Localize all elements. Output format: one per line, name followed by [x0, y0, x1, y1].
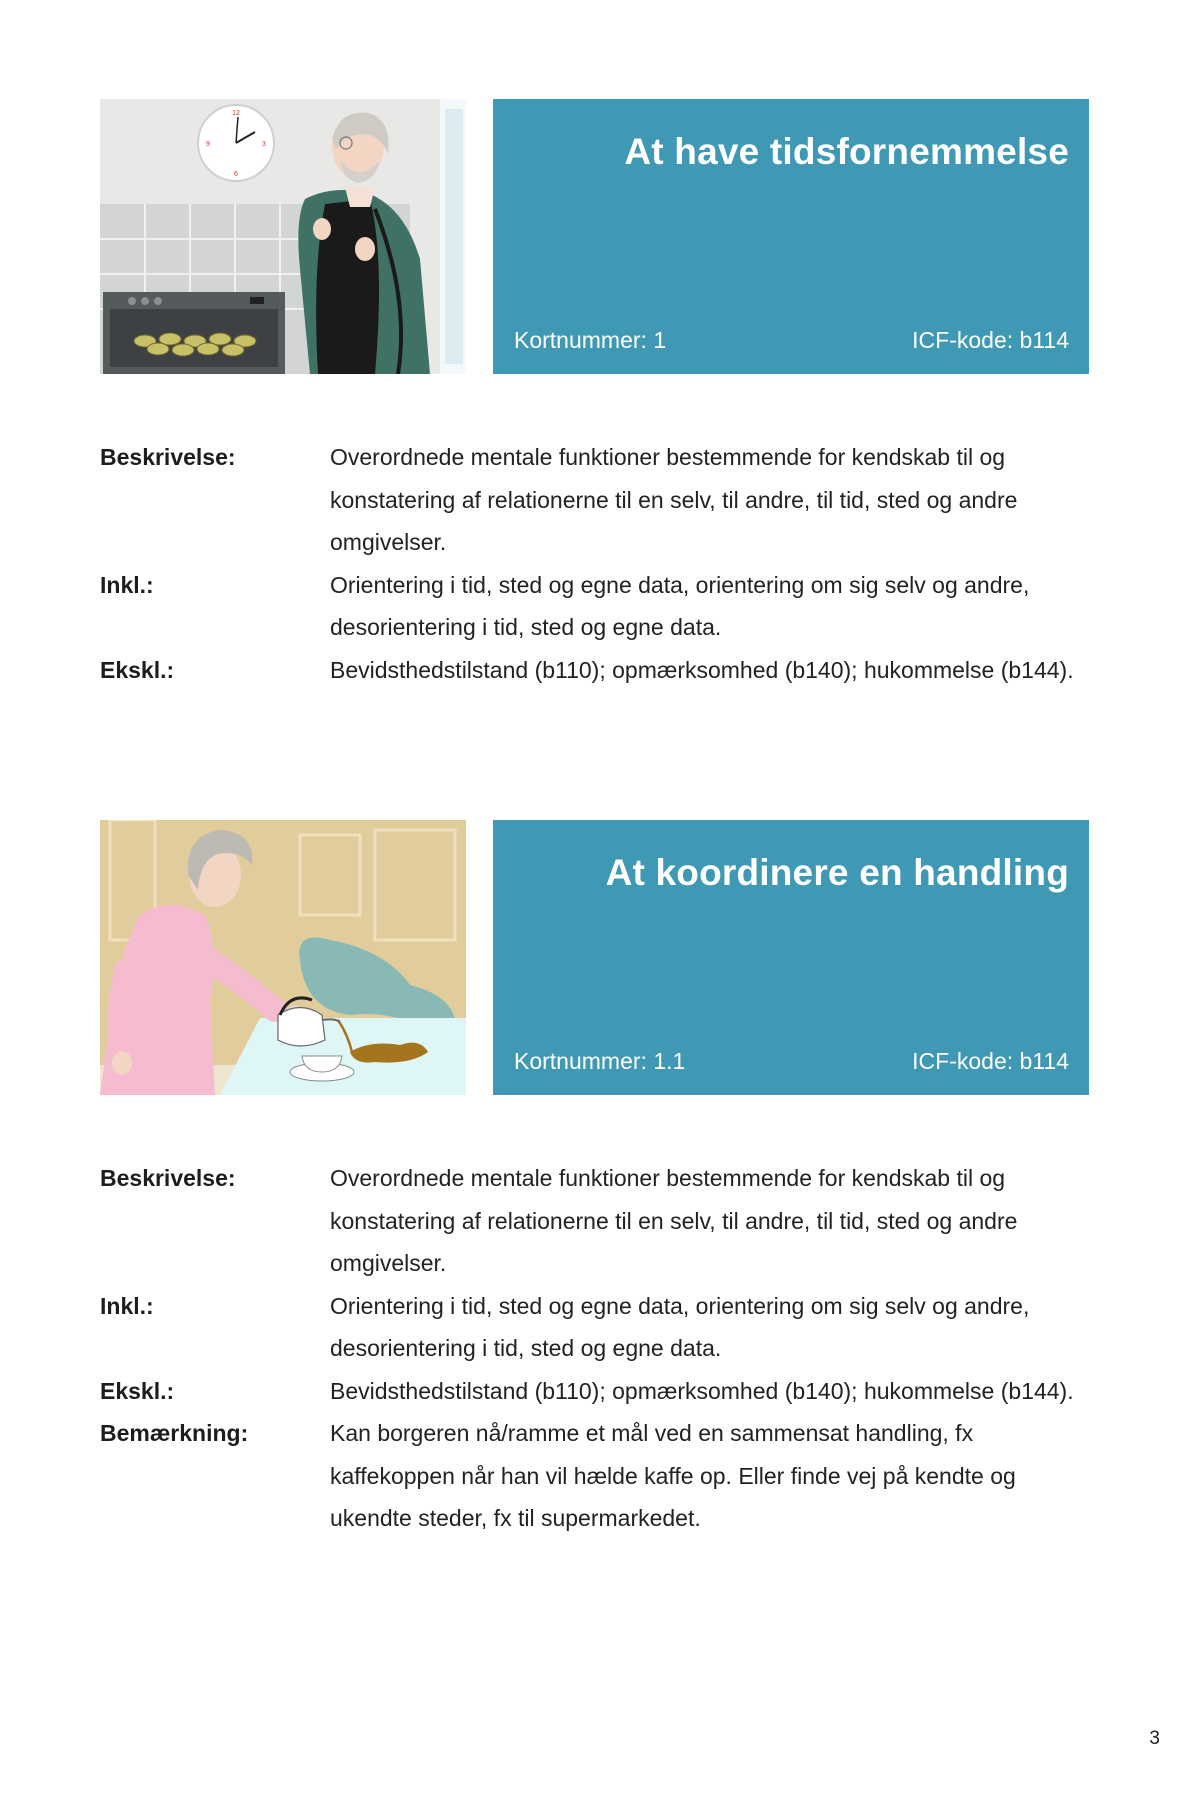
detail-value: Orientering i tid, sted og egne data, orientering om sig selv og andre, desorientering i tid, sted og egne data. — [330, 1292, 1030, 1361]
card-title: At have tidsfornemmelse — [624, 131, 1069, 172]
detail-label: Inkl.: — [100, 571, 154, 598]
detail-row — [100, 1157, 1089, 1285]
card-header — [100, 99, 1089, 374]
detail-row — [100, 1370, 1089, 1413]
detail-row — [100, 649, 1089, 692]
card-2 — [100, 820, 1089, 1540]
detail-value: Overordnede mentale funktioner bestemmende for kendskab til og konstatering af relationerne til en selv, til andre, til tid, sted og andre omgivelser. — [330, 1165, 1018, 1276]
card-number: Kortnummer: 1.1 — [514, 1048, 686, 1074]
detail-label: Beskrivelse: — [100, 444, 236, 470]
detail-label: Beskrivelse: — [100, 1165, 236, 1191]
card-header — [100, 820, 1089, 1095]
card-title-box — [493, 820, 1089, 1095]
svg-text:12: 12 — [232, 110, 240, 117]
svg-text:6: 6 — [234, 171, 238, 178]
detail-value: Orientering i tid, sted og egne data, orientering om sig selv og andre, desorientering i tid, sted og egne data. — [330, 571, 1030, 640]
detail-value: Bevidsthedstilstand (b110); opmærksomhed (b140); hukommelse (b144). — [330, 656, 1074, 683]
woman-spilling-coffee-illustration — [100, 820, 466, 1095]
detail-label: Inkl.: — [100, 1292, 154, 1319]
card-title-box — [493, 99, 1089, 374]
detail-label: Bemærkning: — [100, 1420, 249, 1446]
card-meta — [514, 327, 1069, 354]
icf-code: ICF-kode: b114 — [912, 1048, 1069, 1074]
man-in-kitchen-illustration — [100, 99, 466, 374]
detail-value: Overordnede mentale funktioner bestemmende for kendskab til og konstatering af relationerne til en selv, til andre, til tid, sted og andre omgivelser. — [330, 444, 1018, 555]
svg-text:9: 9 — [206, 141, 210, 148]
detail-row — [100, 1412, 1089, 1540]
detail-label: Ekskl.: — [100, 656, 175, 683]
svg-text:3: 3 — [262, 141, 266, 148]
card-meta — [514, 1048, 1069, 1075]
card-details — [100, 1157, 1089, 1540]
detail-value: Kan borgeren nå/ramme et mål ved en sammensat handling, fx kaffekoppen når han vil hælde kaffe op. Eller finde vej på kendte og ukendte steder, fx til supermarkedet. — [330, 1420, 1016, 1531]
card-details — [100, 436, 1089, 691]
card-number: Kortnummer: 1 — [514, 327, 667, 353]
detail-row — [100, 1285, 1089, 1370]
detail-value: Bevidsthedstilstand (b110); opmærksomhed (b140); hukommelse (b144). — [330, 1377, 1074, 1404]
card-title: At koordinere en handling — [605, 852, 1069, 893]
page-number: 3 — [1149, 1728, 1160, 1749]
detail-row — [100, 564, 1089, 649]
detail-row — [100, 436, 1089, 564]
card-1 — [100, 99, 1089, 691]
icf-code: ICF-kode: b114 — [912, 327, 1069, 353]
detail-label: Ekskl.: — [100, 1377, 175, 1404]
